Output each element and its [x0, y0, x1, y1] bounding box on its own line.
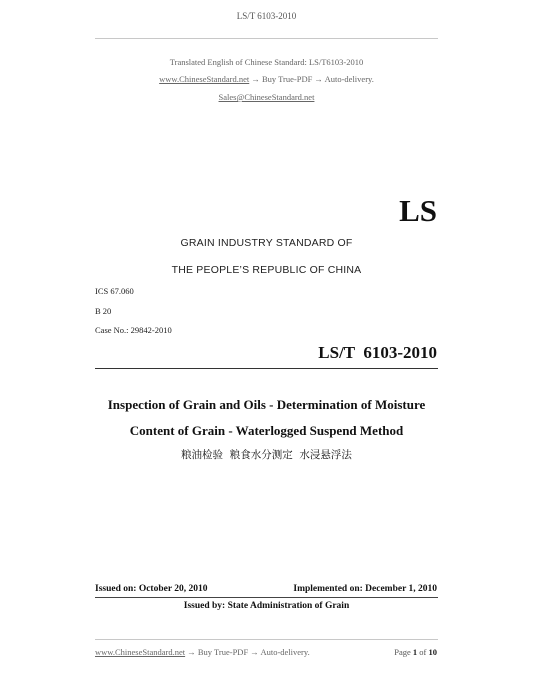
- purchase-text: → Buy True-PDF → Auto-delivery.: [251, 74, 374, 84]
- code-divider: [95, 368, 438, 369]
- document-title-line2: Content of Grain - Waterlogged Suspend Method: [129, 423, 404, 438]
- issued-date: Issued on: October 20, 2010: [95, 584, 208, 594]
- standard-title-line2: THE PEOPLE’S REPUBLIC OF CHINA: [171, 264, 362, 276]
- email-link[interactable]: Sales@ChineseStandard.net: [218, 92, 315, 102]
- standard-code: LS/T 6103-2010: [318, 343, 437, 362]
- of-label: of: [419, 647, 427, 657]
- case-number: Case No.: 29842-2010: [95, 325, 172, 335]
- implemented-date: Implemented on: December 1, 2010: [293, 584, 437, 594]
- page-indicator: [394, 647, 437, 657]
- page-number: 1: [412, 647, 418, 657]
- total-pages: 10: [428, 647, 437, 657]
- email-line: [0, 92, 533, 102]
- footer-divider: [95, 639, 438, 640]
- website-link[interactable]: www.ChineseStandard.net: [159, 74, 250, 84]
- page-label: Page: [394, 647, 411, 657]
- document-title-line1: Inspection of Grain and Oils - Determination of Moisture: [107, 397, 426, 412]
- running-header-title: LS/T 6103-2010: [236, 11, 297, 21]
- footer-purchase-line: [95, 647, 310, 657]
- standard-title-line1: GRAIN INDUSTRY STANDARD OF: [180, 237, 353, 249]
- issuing-authority: Issued by: State Administration of Grain: [183, 601, 350, 611]
- footer-purchase-text: → Buy True-PDF → Auto-delivery.: [187, 647, 310, 657]
- dates-divider: [95, 597, 438, 598]
- header-purchase-line: [0, 74, 533, 84]
- chinese-title: 粮油检验 粮食水分测定 水浸悬浮法: [181, 449, 352, 461]
- ics-code: ICS 67.060: [95, 286, 134, 296]
- header-divider: [95, 38, 438, 39]
- standard-logo: LS: [399, 193, 437, 228]
- translation-note: Translated English of Chinese Standard: LS/T6103-2010: [169, 57, 364, 67]
- footer-website-link[interactable]: www.ChineseStandard.net: [95, 647, 186, 657]
- ccs-code: B 20: [95, 306, 112, 316]
